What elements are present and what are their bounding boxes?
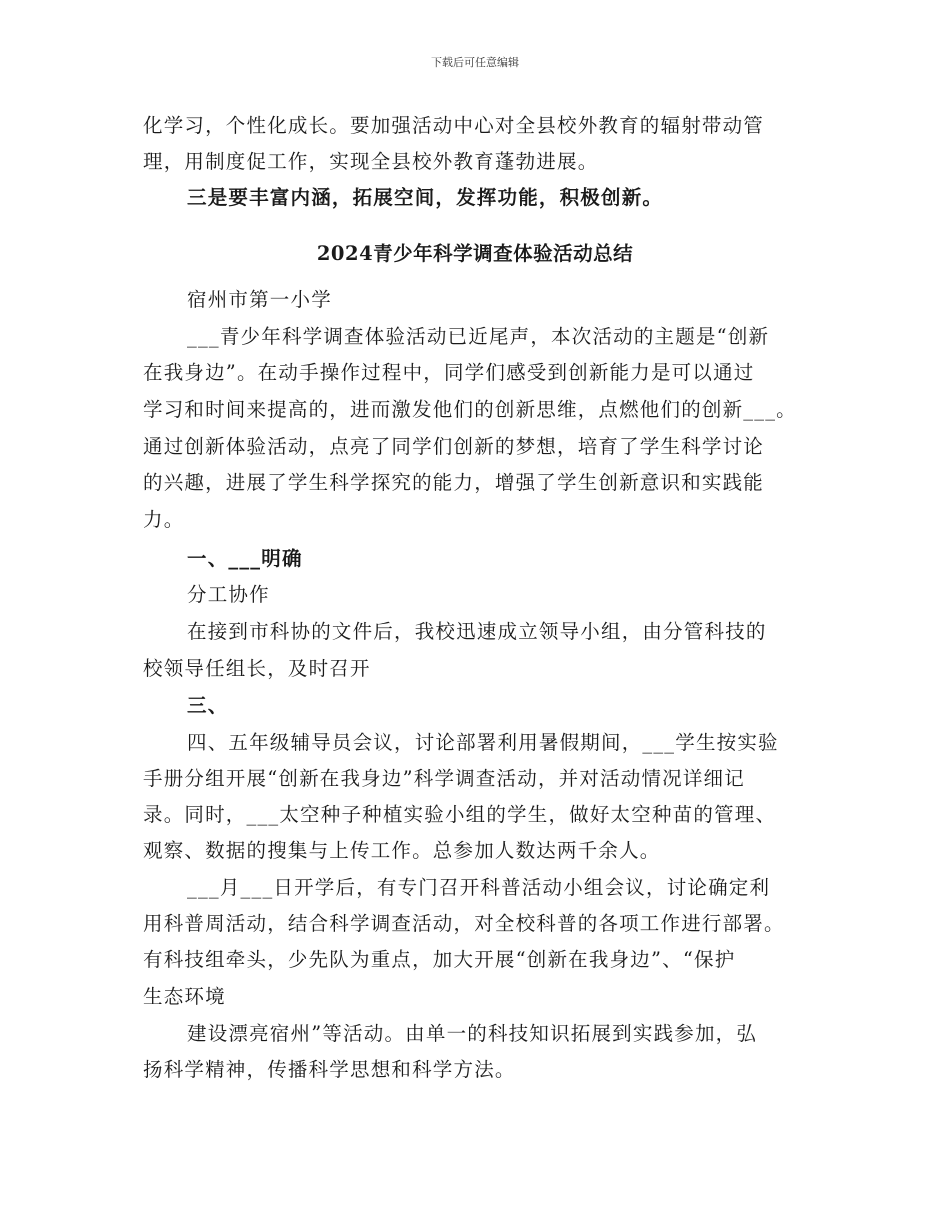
bold-paragraph: 三是要丰富内涵，拓展空间，发挥功能，积极创新。 (187, 186, 664, 209)
text-line: ___青少年科学调查体验活动已近尾声，本次活动的主题是“创新 (187, 325, 770, 348)
section-heading: 三、 (187, 694, 229, 717)
text-line: 四、五年级辅导员会议，讨论部署利用暑假期间，___学生按实验 (187, 731, 779, 754)
text-line: 分工协作 (187, 583, 270, 606)
document-title: 2024青少年科学调查体验活动总结 (316, 242, 634, 265)
text-line: 用科普周活动，结合科学调查活动，对全校科普的各项工作进行部署。 (143, 912, 785, 935)
text-line: 力。 (143, 508, 185, 531)
text-line: 扬科学精神，传播科学思想和科学方法。 (143, 1058, 516, 1081)
text-line: 建设漂亮宿州”等活动。由单一的科技知识拓展到实践参加，弘 (187, 1022, 758, 1045)
text-line: 生态环境 (143, 985, 226, 1008)
text-line: 观察、数据的搜集与上传工作。总参加人数达两千余人。 (143, 839, 661, 862)
text-line: 校领导任组长，及时召开 (143, 657, 371, 680)
text-line: 的兴趣，进展了学生科学探究的能力，增强了学生创新意识和实践能 (143, 471, 765, 494)
text-line: 有科技组牵头，少先队为重点，加大开展“创新在我身边”、“保护 (143, 948, 736, 971)
text-line: 理，用制度促工作，实现全县校外教育蓬勃进展。 (143, 150, 599, 173)
text-line: 录。同时，___太空种子种植实验小组的学生，做好太空种苗的管理、 (143, 803, 777, 826)
school-name: 宿州市第一小学 (187, 288, 332, 311)
text-line: 通过创新体验活动，点亮了同学们创新的梦想，培育了学生科学讨论 (143, 435, 765, 458)
text-line: 在我身边”。在动手操作过程中，同学们感受到创新能力是可以通过 (143, 361, 755, 384)
page-header: 下载后可任意编辑 (431, 56, 519, 69)
text-line: 学习和时间来提高的，进而激发他们的创新思维，点燃他们的创新___。 (143, 398, 797, 421)
text-line: ___月___日开学后，有专门召开科普活动小组会议，讨论确定利 (187, 876, 771, 899)
section-heading: 一、___明确 (187, 547, 303, 570)
text-line: 化学习，个性化成长。要加强活动中心对全县校外教育的辐射带动管 (143, 114, 765, 137)
text-line: 手册分组开展“创新在我身边”科学调查活动，并对活动情况详细记 (143, 767, 745, 790)
text-line: 在接到市科协的文件后，我校迅速成立领导小组，由分管科技的 (187, 620, 767, 643)
